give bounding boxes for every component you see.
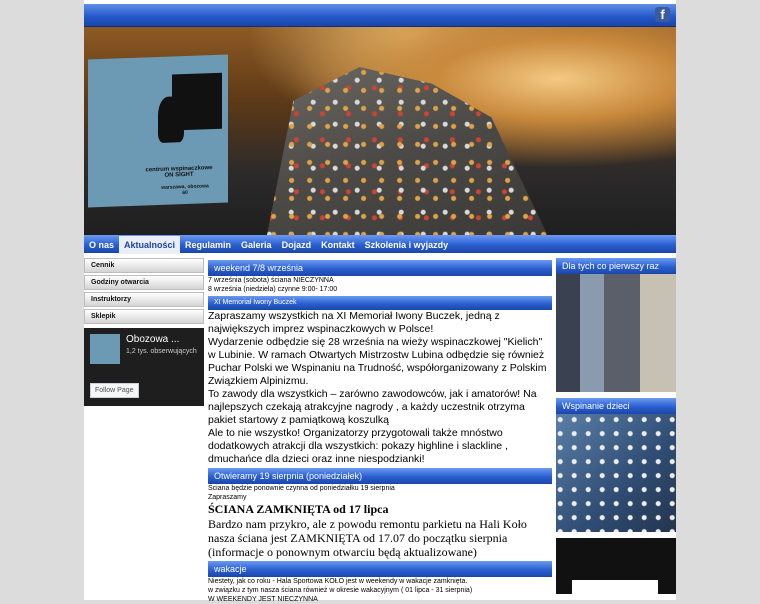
box-first-time-heading[interactable]: Dla tych co pierwszy raz bbox=[556, 258, 676, 274]
logo-address: warszawa, obozowa 60 bbox=[161, 183, 209, 197]
fb-page-name[interactable]: Obozowa ... bbox=[126, 334, 180, 345]
main-navigation bbox=[84, 235, 676, 253]
reopen-line-1: Ściana będzie ponownie czynna od poniedziałku 19 sierpnia bbox=[208, 485, 395, 492]
news-heading-memorial: XI Memoriał Iwony Buczek bbox=[208, 296, 552, 310]
memorial-paragraph-2: Wydarzenie odbędzie się 28 września na wieży wspinaczkowej "Kielich" w Lubinie. W ramach Otwartych Mistrzostw Lubina odbędzie się również Puchar Polski we Wspinaniu na Trudność, współorganizowany z Polskim Związkiem Alpinizmu. bbox=[208, 336, 547, 387]
fb-followers: 1,2 tys. obserwujących bbox=[126, 348, 197, 355]
news-column bbox=[208, 258, 552, 604]
sponsor-logo-shape bbox=[572, 580, 658, 594]
news-heading-weekend: weekend 7/8 września bbox=[208, 260, 552, 276]
wakacje-line-3: W WEEKENDY JEST NIECZYNNA bbox=[208, 596, 318, 603]
facebook-page-widget[interactable] bbox=[84, 328, 204, 406]
kids-climbing-photo[interactable] bbox=[556, 414, 676, 532]
memorial-paragraph-1: Zapraszamy wszystkich na XI Memoriał Iwony Buczek, jedną z największych imprez wspinaczkowych w Polsce! bbox=[208, 310, 500, 335]
sidebar-item-cennik[interactable]: Cennik bbox=[84, 258, 204, 273]
news-heading-wakacje: wakacje bbox=[208, 561, 552, 577]
climber-silhouette-icon bbox=[158, 96, 184, 143]
header-banner-image bbox=[84, 27, 676, 235]
news-weekend-line-2: 8 września (niedziela) czynne 9:00- 17:00 bbox=[208, 286, 338, 293]
box-kids-heading[interactable]: Wspinanie dzieci bbox=[556, 398, 676, 414]
closed-text: Bardzo nam przykro, ale z powodu remontu parkietu na Hali Koło nasza ściana jest ZAMKNIĘTA od 17.07 do początku sierpnia (informacje o ponownym otwarciu będą aktualizowane) bbox=[208, 517, 527, 559]
memorial-paragraph-4: Ale to nie wszystko! Organizatorzy przygotowali także mnóstwo dodatkowych atrakcji dla wszystkich: pokazy highline i slackline , dmuchańce dla dzieci oraz inne niespodzianki! bbox=[208, 427, 508, 465]
fb-page-thumbnail bbox=[90, 334, 120, 364]
page bbox=[84, 0, 676, 603]
first-time-photo[interactable] bbox=[556, 274, 676, 392]
logo-text: centrum wspinaczkowe ON SIGHT bbox=[145, 165, 213, 179]
site-logo[interactable] bbox=[88, 55, 228, 208]
news-weekend-line-1: 7 września (sobota) ściana NIECZYNNA bbox=[208, 277, 334, 284]
nav-o-nas[interactable]: O nas bbox=[89, 240, 115, 250]
reopen-line-2: Zapraszamy bbox=[208, 494, 247, 501]
closed-title: ŚCIANA ZAMKNIĘTA od 17 lipca bbox=[208, 502, 389, 516]
memorial-paragraph-3: To zawody dla wszystkich – zarówno zawodowców, jak i amatorów! Na najlepszych czekają atrakcyjne nagrody , a każdy uczestnik otrzyma pakiet startowy z pamiątkową koszulką bbox=[208, 388, 537, 426]
nav-kontakt[interactable]: Kontakt bbox=[321, 240, 355, 250]
right-sidebar bbox=[556, 258, 676, 594]
news-heading-reopen: Otwieramy 19 sierpnia (poniedziałek) bbox=[208, 468, 552, 484]
nav-szkolenia[interactable]: Szkolenia i wyjazdy bbox=[364, 240, 449, 250]
left-sidebar bbox=[84, 258, 204, 406]
nav-regulamin[interactable]: Regulamin bbox=[185, 240, 232, 250]
nav-aktualnosci[interactable]: Aktualności bbox=[119, 236, 180, 254]
sidebar-item-godziny[interactable]: Godziny otwarcia bbox=[84, 275, 204, 290]
wakacje-line-1: Niestety, jak co roku - Hala Sportowa KOŁO jest w weekendy w wakacje zamknięta. bbox=[208, 578, 468, 585]
nav-galeria[interactable]: Galeria bbox=[241, 240, 272, 250]
top-bar bbox=[84, 4, 676, 27]
sidebar-item-sklepik[interactable]: Sklepik bbox=[84, 309, 204, 324]
climbing-wall-graphic bbox=[234, 67, 564, 235]
sidebar-item-instruktorzy[interactable]: Instruktorzy bbox=[84, 292, 204, 307]
wakacje-line-2: w związku z tym nasza ściana również w okresie wakacyjnym ( 01 lipca - 31 sierpnia) bbox=[208, 587, 473, 594]
fb-follow-button[interactable]: Follow Page bbox=[90, 383, 139, 398]
facebook-icon[interactable]: f bbox=[655, 7, 670, 22]
sponsor-banner[interactable] bbox=[556, 538, 676, 594]
nav-dojazd[interactable]: Dojazd bbox=[281, 240, 312, 250]
